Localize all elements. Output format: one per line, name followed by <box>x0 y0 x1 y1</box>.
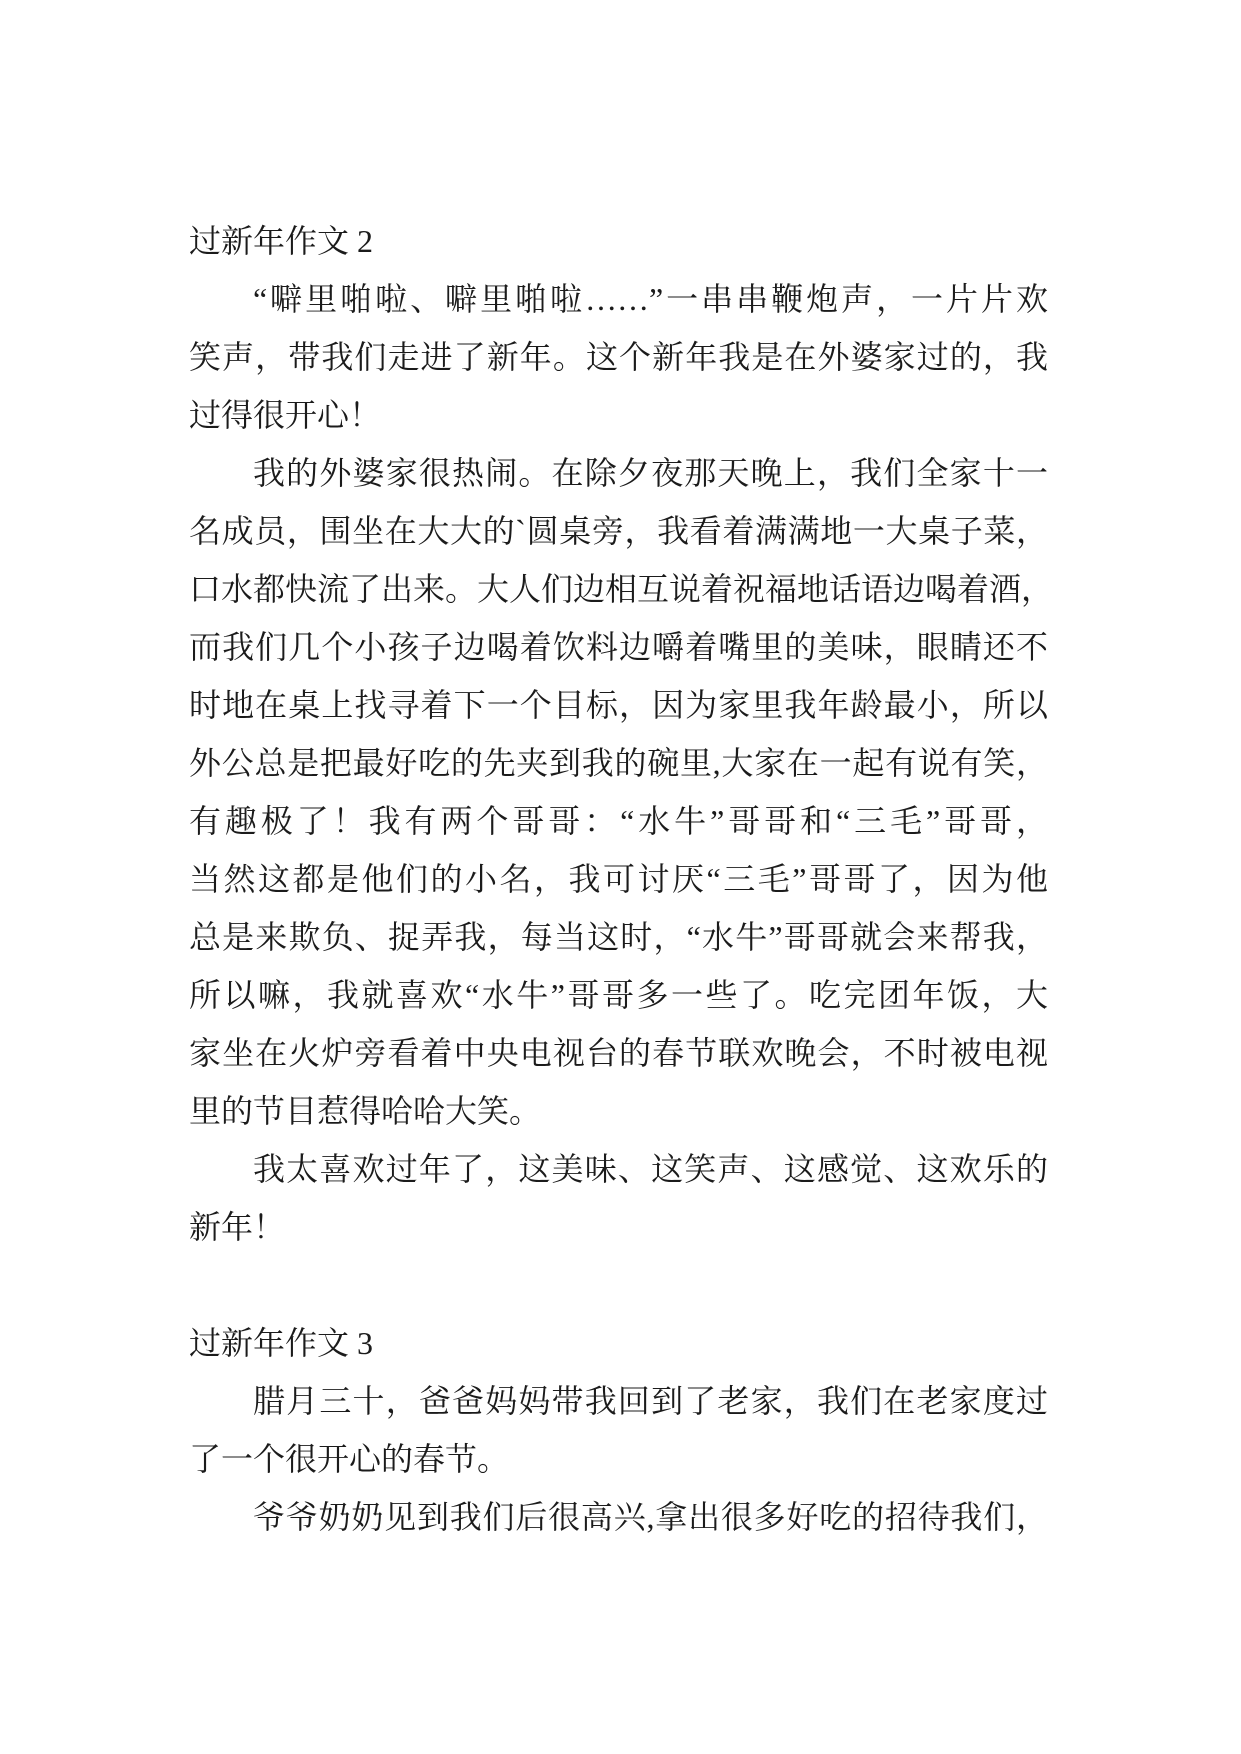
blank-line <box>189 1256 1048 1314</box>
text-line: 有趣极了！我有两个哥哥：“水牛”哥哥和“三毛”哥哥， <box>189 803 1048 839</box>
text-line: “噼里啪啦、噼里啪啦……”一串串鞭炮声，一片片欢 <box>253 281 1048 317</box>
text-line: 腊月三十，爸爸妈妈带我回到了老家，我们在老家度过 <box>253 1383 1048 1419</box>
text-line: 爷爷奶奶见到我们后很高兴,拿出很多好吃的招待我们， <box>253 1499 1048 1535</box>
text-line: 新年！ <box>189 1209 286 1245</box>
text-line: 我的外婆家很热闹。在除夕夜那天晚上，我们全家十一 <box>253 455 1048 491</box>
text-line: 时地在桌上找寻着下一个目标，因为家里我年龄最小，所以 <box>189 687 1048 723</box>
text-line: 外公总是把最好吃的先夹到我的碗里,大家在一起有说有笑， <box>189 745 1048 781</box>
text-line: 所以嘛，我就喜欢“水牛”哥哥多一些了。吃完团年饭，大 <box>189 977 1048 1013</box>
text-line: 而我们几个小孩子边喝着饮料边嚼着嘴里的美味，眼睛还不 <box>189 629 1048 665</box>
text-line: 我太喜欢过年了，这美味、这笑声、这感觉、这欢乐的 <box>253 1151 1048 1187</box>
text-line: 家坐在火炉旁看着中央电视台的春节联欢晚会，不时被电视 <box>189 1035 1048 1071</box>
text-line: 过得很开心！ <box>189 397 382 433</box>
text-line: 笑声，带我们走进了新年。这个新年我是在外婆家过的，我 <box>189 339 1048 375</box>
section-heading: 过新年作文 2 <box>189 223 374 259</box>
text-line: 名成员，围坐在大大的`圆桌旁，我看着满满地一大桌子菜， <box>189 513 1048 549</box>
text-line: 了一个很开心的春节。 <box>189 1441 510 1477</box>
text-line: 当然这都是他们的小名，我可讨厌“三毛”哥哥了，因为他 <box>189 861 1048 897</box>
section-heading: 过新年作文 3 <box>189 1325 374 1361</box>
document-content <box>189 212 1054 1546</box>
text-line: 口水都快流了出来。大人们边相互说着祝福地话语边喝着酒， <box>189 571 1054 607</box>
text-line: 总是来欺负、捉弄我，每当这时，“水牛”哥哥就会来帮我， <box>189 919 1048 955</box>
text-line: 里的节目惹得哈哈大笑。 <box>189 1093 542 1129</box>
